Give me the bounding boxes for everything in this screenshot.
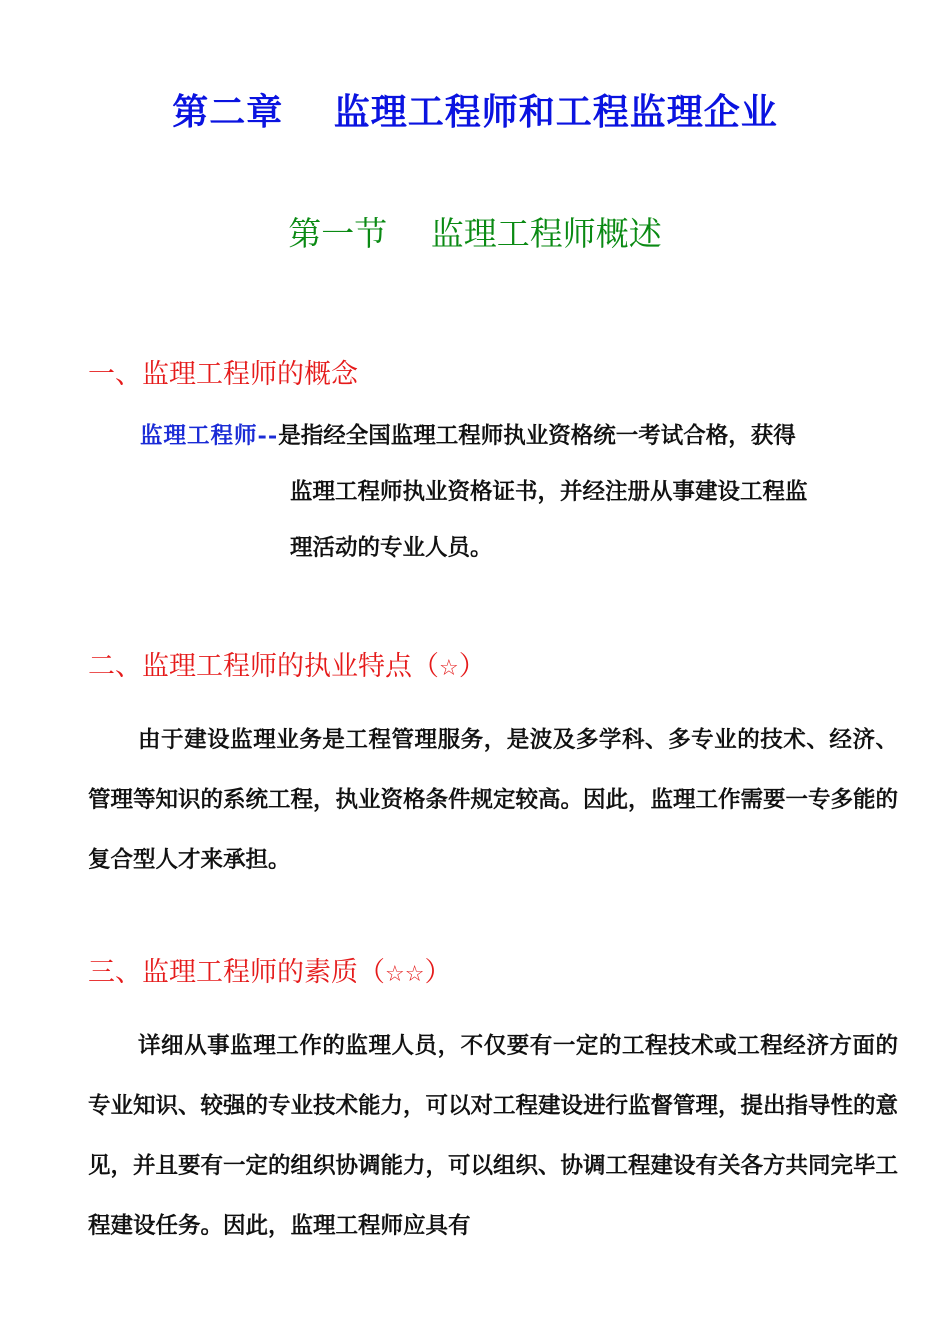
paragraph-qualities: 详细从事监理工作的监理人员，不仅要有一定的工程技术或工程经济方面的专业知识、较强的专业技术能力，可以对工程建设进行监督管理，提出指导性的意见，并且要有一定的组织协调能力，可以组织、协调工程建设有关各方共同完毕工程建设任务。因此，监理工程师应具有 (88, 1033, 899, 1239)
heading-practice-close: ） (458, 651, 486, 682)
heading-concept: 一、监理工程师的概念 (88, 359, 358, 390)
definition-line-3: 理活动的专业人员。 (290, 535, 493, 561)
definition-term: 监理工程师-- (140, 423, 279, 449)
star-icon: ☆ (439, 656, 459, 681)
heading-qualities-close: ） (424, 957, 452, 988)
two-stars-icon: ☆☆ (385, 962, 425, 987)
chapter-title: 第二章 监理工程师和工程监理企业 (172, 92, 778, 133)
definition-text-1: 是指经全国监理工程师执业资格统一考试合格，获得 (278, 423, 796, 449)
heading-practice-features (88, 644, 486, 683)
definition-block (140, 408, 880, 576)
heading-qualities (88, 950, 451, 989)
heading-practice-text: 二、监理工程师的执业特点（ (88, 651, 439, 682)
definition-line-2: 监理工程师执业资格证书，并经注册从事建设工程监 (290, 479, 808, 505)
definition-line-1 (140, 408, 880, 464)
paragraph-practice-features: 由于建设监理业务是工程管理服务，是波及多学科、多专业的技术、经济、管理等知识的系统工程，执业资格条件规定较高。因此，监理工作需要一专多能的复合型人才来承担。 (88, 727, 899, 873)
section-title: 第一节 监理工程师概述 (288, 214, 662, 253)
heading-qualities-text: 三、监理工程师的素质（ (88, 957, 385, 988)
